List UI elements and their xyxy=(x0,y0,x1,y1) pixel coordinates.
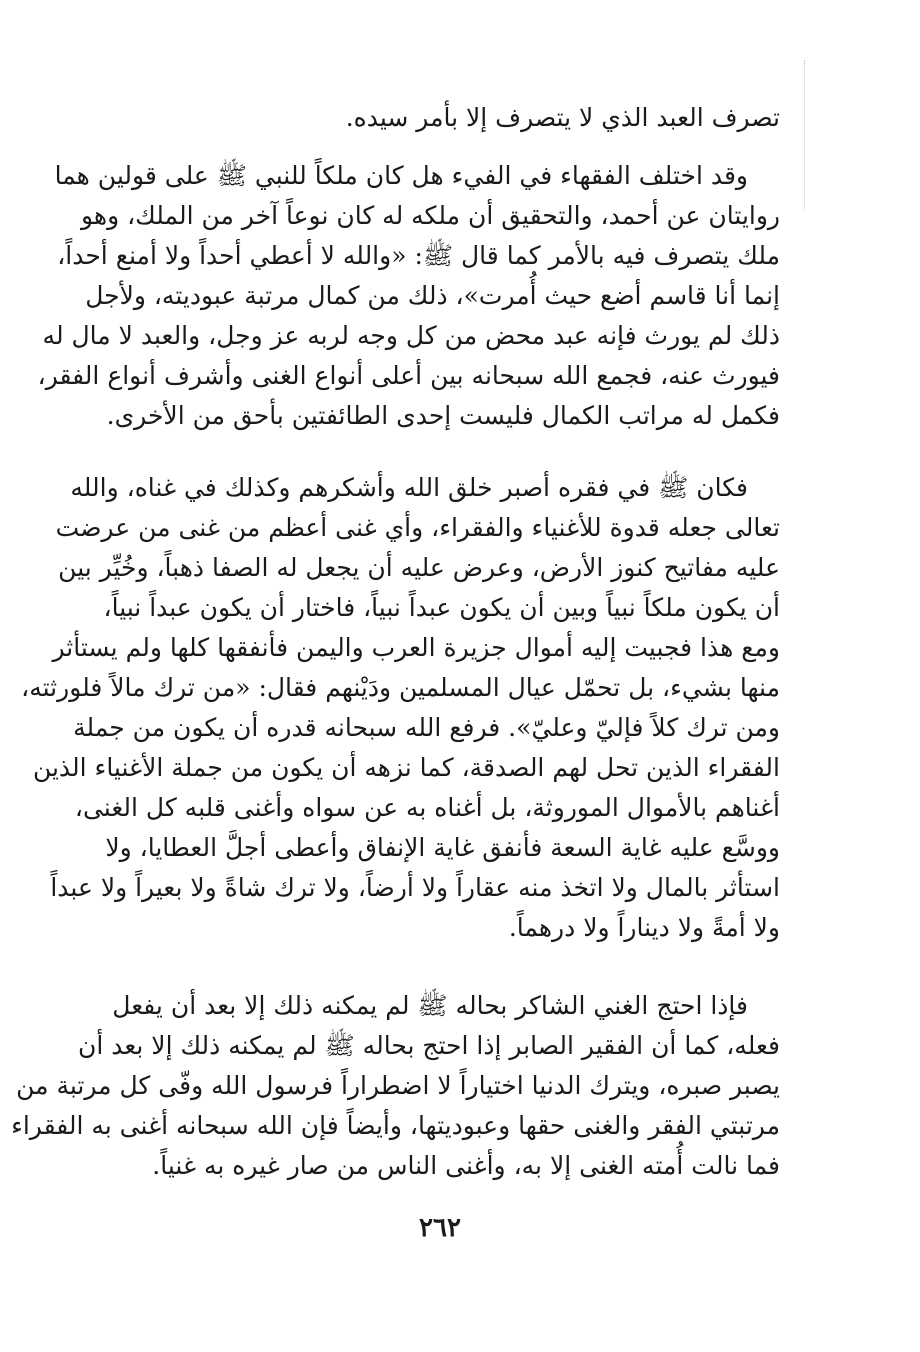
text-line: ومن ترك كلاً فإليّ وعليّ». فرفع الله سبحانه قدره أن يكون من جملة xyxy=(73,713,780,742)
text-line: عليه مفاتيح كنوز الأرض، وعرض عليه أن يجعل له الصفا ذهباً، وخُيِّر بين xyxy=(58,553,780,582)
text-line: تعالى جعله قدوة للأغنياء والفقراء، وأي غنى أعظم من غنى من عرضت xyxy=(55,513,780,542)
text-line: فما نالت أُمته الغنى إلا به، وأغنى الناس من صار غيره به غنياً. xyxy=(152,1151,780,1180)
paragraph-3 xyxy=(11,986,780,1186)
text-line: مرتبتي الفقر والغنى حقها وعبوديتها، وأيضاً فإن الله سبحانه أغنى به الفقراء xyxy=(11,1111,780,1140)
text-line: فعله، كما أن الفقير الصابر إذا احتج بحاله ﷺ لم يمكنه ذلك إلا بعد أن xyxy=(77,1031,780,1060)
text-line: يصبر صبره، ويترك الدنيا اختياراً لا اضطراراً فرسول الله وفّى كل مرتبة من xyxy=(16,1071,780,1100)
text-line: وقد اختلف الفقهاء في الفيء هل كان ملكاً للنبي ﷺ على قولين هما xyxy=(54,161,748,190)
text-line: فإذا احتج الغني الشاكر بحاله ﷺ لم يمكنه ذلك إلا بعد أن يفعل xyxy=(112,991,748,1020)
text-line: ووسَّع عليه غاية السعة فأنفق غاية الإنفاق وأعطى أجلَّ العطايا، ولا xyxy=(105,833,780,862)
text-line: فكان ﷺ في فقره أصبر خلق الله وأشكرهم وكذلك في غناه، والله xyxy=(70,473,748,502)
text-line: أغناهم بالأموال الموروثة، بل أغناه به عن سواه وأغنى قلبه كل الغنى، xyxy=(74,793,780,822)
text-line: الفقراء الذين تحل لهم الصدقة، كما نزهه أن يكون من جملة الأغنياء الذين xyxy=(32,753,780,782)
text-line: أن يكون ملكاً نبياً وبين أن يكون عبداً نبياً، فاختار أن يكون عبداً نبياً، xyxy=(103,593,780,622)
margin-mark xyxy=(804,60,806,210)
text-line: ومع هذا فجبيت إليه أموال جزيرة العرب واليمن فأنفقها كلها ولم يستأثر xyxy=(52,633,780,662)
page-number: ٢٦٢ xyxy=(419,1213,461,1243)
text-line: تصرف العبد الذي لا يتصرف إلا بأمر سيده. xyxy=(345,103,780,132)
paragraph-1 xyxy=(37,156,780,436)
text-line: استأثر بالمال ولا اتخذ منه عقاراً ولا أرضاً، ولا ترك شاةً ولا بعيراً ولا عبداً xyxy=(50,873,780,902)
text-line: منها بشيء، بل تحمّل عيال المسلمين ودَيْنهم فقال: «من ترك مالاً فلورثته، xyxy=(21,673,780,702)
text-line: ملك يتصرف فيه بالأمر كما قال ﷺ: «والله لا أعطي أحداً ولا أمنع أحداً، xyxy=(57,241,780,270)
text-line: ولا أمةً ولا ديناراً ولا درهماً. xyxy=(508,913,780,942)
text-line: فيورث عنه، فجمع الله سبحانه بين أعلى أنواع الغنى وأشرف أنواع الفقر، xyxy=(37,361,780,390)
text-line: إنما أنا قاسم أضع حيث أُمرت»، ذلك من كمال مرتبة عبوديته، ولأجل xyxy=(85,281,780,310)
text-line: فكمل له مراتب الكمال فليست إحدى الطائفتين بأحق من الأخرى. xyxy=(106,401,780,430)
text-line: ذلك لم يورث فإنه عبد محض من كل وجه لربه عز وجل، والعبد لا مال له xyxy=(42,321,780,350)
paragraph-2 xyxy=(21,468,780,948)
text-line: روايتان عن أحمد، والتحقيق أن ملكه له كان نوعاً آخر من الملك، وهو xyxy=(81,201,780,230)
